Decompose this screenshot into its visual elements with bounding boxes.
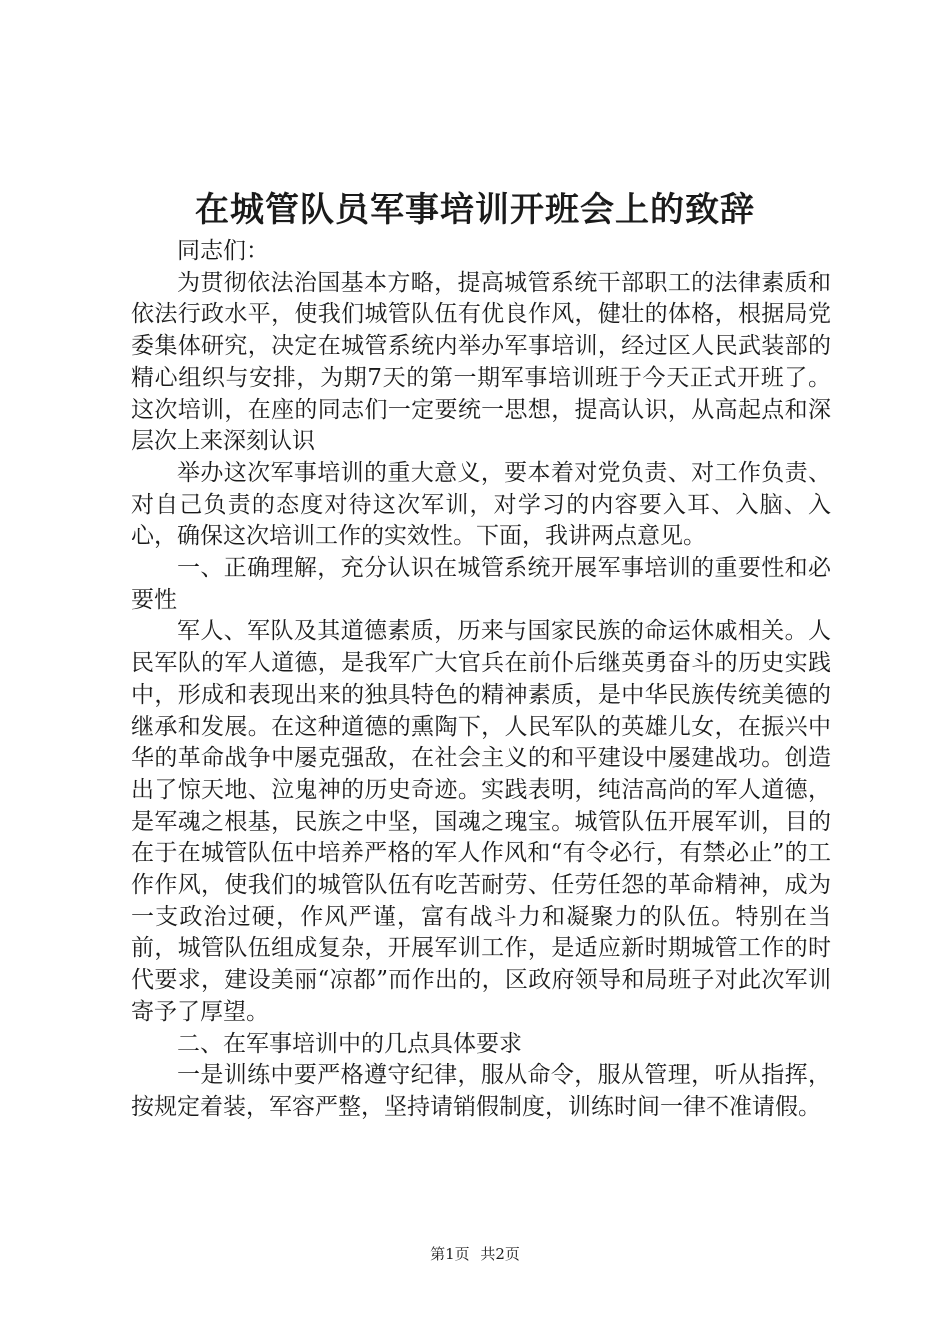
document-body bbox=[131, 236, 831, 1124]
page-total: 共2页 bbox=[480, 1245, 520, 1263]
section-heading: 一、正确理解，充分认识在城管系统开展军事培训的重要性和必要性 bbox=[131, 555, 831, 613]
paragraph: 一是训练中要严格遵守纪律，服从命令，服从管理，听从指挥，按规定着装，军容严整，坚持请销假制度，训练时间一律不准请假。 bbox=[131, 1062, 831, 1120]
page-footer bbox=[0, 1244, 950, 1264]
document-title: 在城管队员军事培训开班会上的致辞 bbox=[195, 190, 755, 230]
salutation: 同志们： bbox=[177, 238, 269, 264]
paragraph: 举办这次军事培训的重大意义，要本着对党负责、对工作负责、对自己负责的态度对待这次军训，对学习的内容要入耳、入脑、入心，确保这次培训工作的实效性。下面，我讲两点意见。 bbox=[131, 459, 831, 550]
page-number: 第1页 bbox=[430, 1245, 470, 1263]
paragraph: 为贯彻依法治国基本方略，提高城管系统干部职工的法律素质和依法行政水平，使我们城管队伍有优良作风，健壮的体格，根据局党委集体研究，决定在城管系统内举办军事培训，经过区人民武装部的精心组织与安排，为期7天的第一期军事培训班于今天正式开班了。这次培训，在座的同志们一定要统一思想，提高认识，从高起点和深层次上来深刻认识 bbox=[131, 269, 831, 455]
section-heading: 二、在军事培训中的几点具体要求 bbox=[177, 1030, 522, 1057]
paragraph: 军人、军队及其道德素质，历来与国家民族的命运休戚相关。人民军队的军人道德，是我军广大官兵在前仆后继英勇奋斗的历史实践中，形成和表现出来的独具特色的精神素质，是中华民族传统美德的继承和发展。在这种道德的熏陶下，人民军队的英雄儿女，在振兴中华的革命战争中屡克强敌，在社会主义的和平建设中屡建战功。创造出了惊天地、泣鬼神的历史奇迹。实践表明，纯洁高尚的军人道德，是军魂之根基，民族之中坚，国魂之瑰宝。城管队伍开展军训，目的在于在城管队伍中培养严格的军人作风和“有令必行，有禁必止”的工作作风，使我们的城管队伍有吃苦耐劳、任劳任怨的革命精神，成为一支政治过硬，作风严谨，富有战斗力和凝聚力的队伍。特别在当前，城管队伍组成复杂，开展军训工作，是适应新时期城管工作的时代要求，建设美丽“凉都”而作出的，区政府领导和局班子对此次军训寄予了厚望。 bbox=[131, 618, 831, 1025]
